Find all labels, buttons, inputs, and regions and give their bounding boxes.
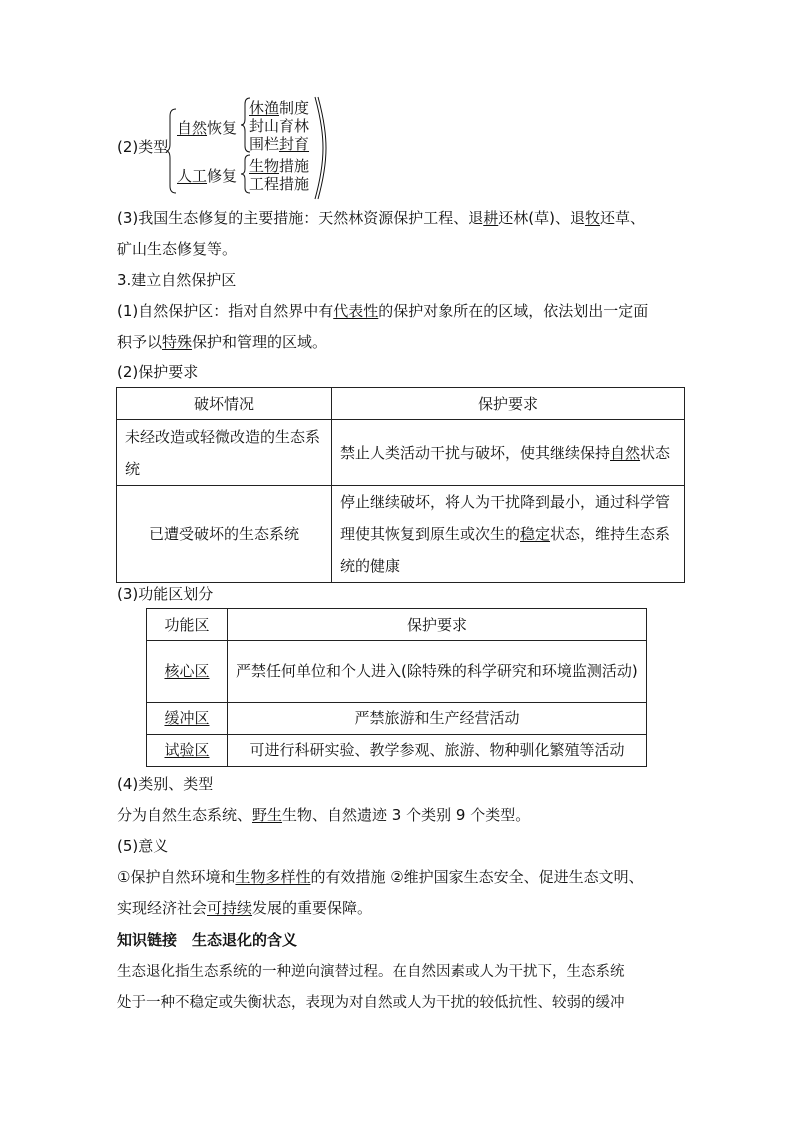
table-row	[147, 735, 647, 767]
function-zone-table	[146, 608, 647, 767]
measures-line-1: (3)我国生态修复的主要措施：天然林资源保护工程、退耕还林(草)、退牧还草、	[117, 209, 646, 227]
zones-title: (3)功能区划分	[117, 585, 214, 603]
damage-cell: 未经改造或轻微改造的生态系统	[117, 420, 332, 486]
requirements-title: (2)保护要求	[117, 363, 199, 381]
right-brace-icon	[314, 96, 328, 200]
section-title: 3.建立自然保护区	[117, 271, 237, 289]
meaning-line-2: 实现经济社会可持续发展的重要保障。	[117, 899, 373, 917]
definition-line-1: (1)自然保护区：指对自然界中有代表性的保护对象所在的区域，依法划出一定面	[117, 302, 649, 320]
table-header: 功能区	[147, 609, 228, 641]
category-title: (4)类别、类型	[117, 775, 214, 793]
table-row	[117, 486, 685, 583]
zone-cell: 核心区	[147, 641, 228, 703]
artificial-item: 工程措施	[249, 175, 310, 193]
table-row	[147, 641, 647, 703]
table-row	[147, 703, 647, 735]
meaning-title: (5)意义	[117, 837, 169, 855]
requirement-cell: 禁止人类活动干扰与破坏，使其继续保持自然状态	[332, 420, 685, 486]
zone-requirement-cell: 可进行科研实验、教学参观、旅游、物种驯化繁殖等活动	[228, 735, 647, 767]
category-text: 分为自然生态系统、野生生物、自然遗迹 3 个类别 9 个类型。	[117, 806, 531, 824]
artificial-repair: 人工修复	[177, 167, 238, 185]
zone-requirement-cell: 严禁任何单位和个人进入(除特殊的科学研究和环境监测活动)	[228, 641, 647, 703]
artificial-item: 生物措施	[249, 157, 310, 175]
table-header: 破坏情况	[117, 388, 332, 420]
natural-item: 围栏封育	[249, 135, 310, 153]
natural-item: 封山育林	[249, 117, 310, 135]
meaning-line-1: ①保护自然环境和生物多样性的有效措施 ②维护国家生态安全、促进生态文明、	[117, 868, 644, 886]
definition-line-2: 积予以特殊保护和管理的区域。	[117, 333, 328, 351]
knowledge-link-title: 知识链接 生态退化的含义	[117, 931, 298, 949]
type-label: (2)类型	[117, 138, 169, 156]
table-header: 保护要求	[332, 388, 685, 420]
protection-table	[116, 387, 685, 583]
natural-item: 休渔制度	[249, 99, 310, 117]
table-header: 保护要求	[228, 609, 647, 641]
knowledge-link-line-1: 生态退化指生态系统的一种逆向演替过程。在自然因素或人为干扰下，生态系统	[117, 964, 625, 980]
zone-cell: 缓冲区	[147, 703, 228, 735]
zone-requirement-cell: 严禁旅游和生产经营活动	[228, 703, 647, 735]
requirement-cell: 停止继续破坏，将人为干扰降到最小，通过科学管理使其恢复到原生或次生的稳定状态，维持生态系统的健康	[332, 486, 685, 583]
knowledge-link-line-2: 处于一种不稳定或失衡状态，表现为对自然或人为干扰的较低抗性、较弱的缓冲	[117, 995, 625, 1011]
natural-recovery: 自然恢复	[177, 119, 238, 137]
zone-cell: 试验区	[147, 735, 228, 767]
table-row	[117, 420, 685, 486]
damage-cell: 已遭受破坏的生态系统	[117, 486, 332, 583]
measures-line-2: 矿山生态修复等。	[117, 240, 238, 258]
